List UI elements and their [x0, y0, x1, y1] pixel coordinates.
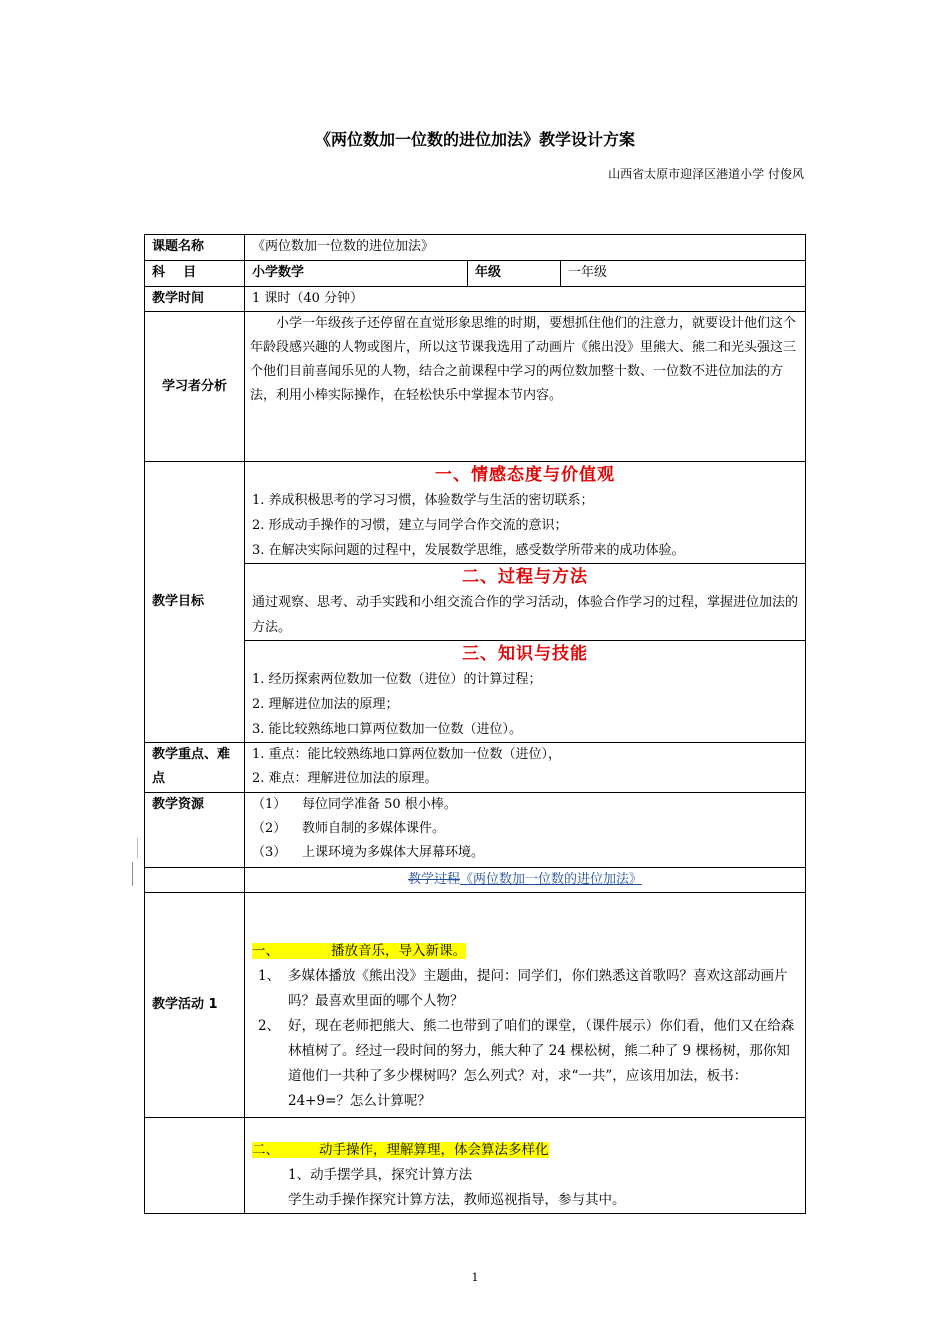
subject-value: 小学数学 — [245, 261, 468, 287]
grade-label: 年级 — [468, 261, 561, 287]
activity1-label: 教学活动 1 — [145, 893, 245, 1118]
resources-label: 教学资源 — [145, 793, 245, 868]
goal-line: 通过观察、思考、动手实践和小组交流合作的学习活动，体验合作学习的过程，掌握进位加法的方法。 — [252, 595, 799, 635]
goal-section-emotion — [245, 462, 805, 563]
row-subject — [145, 261, 806, 287]
subject-label: 科 目 — [145, 261, 245, 287]
grade-value: 一年级 — [561, 261, 806, 287]
learner-analysis: 小学一年级孩子还停留在直觉形象思维的时期，要想抓住他们的注意力，就要设计他们这个年龄段感兴趣的人物或图片，所以这节课我选用了动画片《熊出没》里熊大、熊二和光头强这三个他们目前喜闻乐见的人物，结合之前课程中学习的两位数加整十数、一位数不进位加法的方法，利用小棒实际操作，在轻松快乐中掌握本节内容。 — [245, 312, 806, 462]
activity1-heading-text: 播放音乐，导入新课。 — [331, 943, 466, 959]
goal-line: 1. 养成积极思考的学习习惯，体验数学与生活的密切联系； — [252, 493, 594, 508]
row-activity-1 — [145, 893, 806, 1118]
row-topic — [145, 235, 806, 261]
activity1-item — [252, 1014, 798, 1114]
resource-item — [252, 817, 798, 841]
activity2-heading — [252, 1138, 798, 1163]
activity1-item-text: 多媒体播放《熊出没》主题曲，提问：同学们，你们熟悉这首歌吗？喜欢这部动画片吗？最喜欢里面的哪个人物？ — [288, 968, 788, 1009]
resource-text: 上课环境为多媒体大屏幕环境。 — [302, 845, 485, 860]
learner-label: 学习者分析 — [145, 312, 245, 462]
goal-line: 2. 形成动手操作的习惯，建立与同学合作交流的意识； — [252, 518, 568, 533]
page-number: 1 — [471, 1271, 479, 1284]
activity1-heading — [252, 939, 798, 964]
goals-label: 教学目标 — [145, 462, 245, 743]
row-time — [145, 287, 806, 312]
document-title: 《两位数加一位数的进位加法》教学设计方案 — [314, 130, 635, 149]
row-resources — [145, 793, 806, 868]
activity1-item-num: 2、 — [258, 1018, 281, 1034]
process-struck-text: 教学过程 — [407, 872, 460, 887]
activity1-item — [252, 964, 798, 1014]
row-process-heading — [145, 868, 806, 893]
goal-line: 1. 经历探索两位数加一位数（进位）的计算过程； — [252, 672, 542, 687]
resource-text: 每位同学准备 50 根小棒。 — [302, 797, 457, 812]
resource-item — [252, 841, 798, 865]
activity1-item-text: 好，现在老师把熊大、熊二也带到了咱们的课堂，（课件展示）你们看，他们又在给森林植树了。经过一段时间的努力，熊大种了 24 棵松树，熊二种了 9 棵杨树，那你知道他们一共种了多少棵树吗？怎么列式？对，求“一共”，应该用加法，板书：24+9=？怎么计算呢？ — [288, 1018, 795, 1109]
activity1-heading-num: 一、 — [252, 943, 331, 959]
author-line: 山西省太原市迎泽区港道小学 付俊风 — [608, 167, 804, 181]
resource-num: （2） — [252, 821, 287, 836]
resource-num: （1） — [252, 797, 287, 812]
goal-section-process — [245, 563, 805, 640]
activity2-heading-num: 二、 — [252, 1142, 319, 1158]
row-goals — [145, 462, 806, 743]
margin-mark — [137, 838, 138, 858]
activity2-sub: 1、动手摆学具，探究计算方法 — [288, 1167, 473, 1183]
topic-value: 《两位数加一位数的进位加法》 — [245, 235, 806, 261]
activity1-item-num: 1、 — [258, 968, 281, 984]
time-value: 1 课时（40 分钟） — [245, 287, 806, 312]
goal-heading: 三、知识与技能 — [462, 644, 588, 664]
topic-label: 课题名称 — [145, 235, 245, 261]
keypoints-label: 教学重点、难点 — [145, 743, 245, 793]
goal-heading: 一、情感态度与价值观 — [435, 465, 615, 485]
goal-heading: 二、过程与方法 — [462, 567, 588, 587]
goal-line: 3. 在解决实际问题的过程中，发展数学思维，感受数学所带来的成功体验。 — [252, 543, 685, 558]
activity2-line: 学生动手操作探究计算方法，教师巡视指导，参与其中。 — [288, 1192, 626, 1208]
process-title: 《两位数加一位数的进位加法》 — [460, 872, 643, 887]
time-label: 教学时间 — [145, 287, 245, 312]
resource-num: （3） — [252, 845, 287, 860]
goal-line: 2. 理解进位加法的原理； — [252, 697, 399, 712]
goal-section-knowledge — [245, 640, 805, 742]
row-learner — [145, 312, 806, 462]
resource-item — [252, 793, 798, 817]
row-keypoints — [145, 743, 806, 793]
margin-mark — [132, 862, 133, 886]
resource-text: 教师自制的多媒体课件。 — [302, 821, 446, 836]
goal-line: 3. 能比较熟练地口算两位数加一位数（进位）。 — [252, 722, 523, 737]
row-activity-2 — [145, 1118, 806, 1214]
keypoint-line: 1. 重点：能比较熟练地口算两位数加一位数（进位）， — [252, 747, 562, 762]
activity2-heading-text: 动手操作，理解算理，体会算法多样化 — [319, 1142, 549, 1158]
lesson-plan-table — [144, 234, 806, 1214]
keypoint-line: 2. 难点：理解进位加法的原理。 — [252, 771, 438, 786]
